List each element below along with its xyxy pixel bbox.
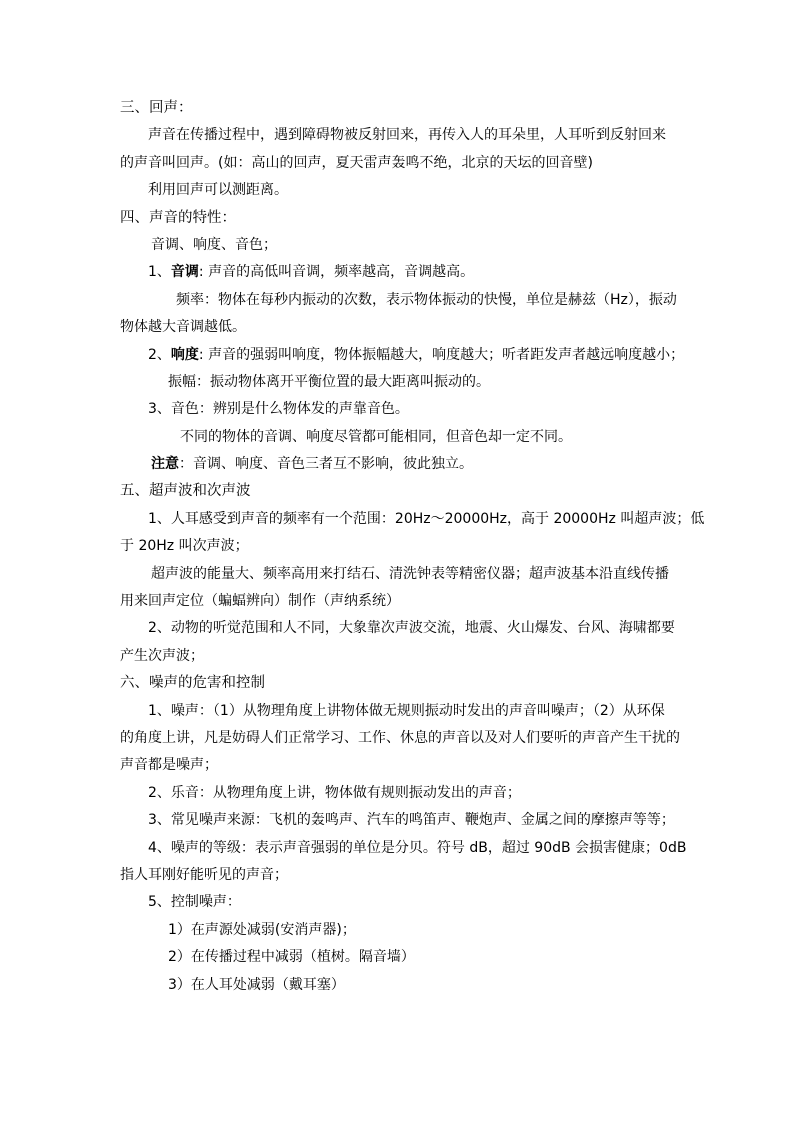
pitch-num: 1、 (148, 264, 171, 281)
section-3-para-2: 利用回声可以测距离。 (148, 182, 288, 199)
section-5-para-1-line-2: 于 20Hz 叫次声波； (120, 538, 249, 555)
section-5-para-2-line-1: 超声波的能量大、频率高用来打结石、清洗钟表等精密仪器；超声波基本沿直线传播 (151, 565, 669, 582)
pitch-label: 音调 (170, 264, 199, 281)
loudness-text: : 声音的强弱叫响度，物体振幅越大，响度越大；听者距发声者越远响度越小； (198, 346, 685, 363)
section-6-para-4-line-2: 指人耳刚好能听见的声音； (120, 866, 288, 883)
section-6-para-1-line-3: 声音都是噪声； (120, 757, 218, 774)
frequency-line-1: 频率：物体在每秒内振动的次数，表示物体振动的快慢，单位是赫兹（Hz），振动 (176, 291, 677, 308)
section-5-title: 五、超声波和次声波 (120, 483, 251, 500)
loudness-line (120, 342, 685, 369)
document-page (120, 95, 705, 999)
section-3-para-1-line-2: 的声音叫回声。(如：高山的回声，夏天雷声轰鸣不绝，北京的天坛的回音壁) (120, 154, 593, 171)
timbre-note: 不同的物体的音调、响度尽管都可能相同，但音色却一定不同。 (180, 428, 572, 445)
section-6-para-5: 5、控制噪声： (148, 894, 241, 911)
pitch-text: : 声音的高低叫音调，频率越高，音调越高。 (198, 264, 475, 281)
pitch-line (120, 259, 680, 286)
section-6-para-1-line-1: 1、噪声：（1）从物理角度上讲物体做无规则振动时发出的声音叫噪声；（2）从环保 (148, 702, 665, 719)
section-6-title: 六、噪声的危害和控制 (120, 675, 265, 692)
section-4-intro: 音调、响度、音色； (151, 236, 277, 253)
section-3-para-1-line-1: 声音在传播过程中，遇到障碍物被反射回来，再传入人的耳朵里，人耳听到反射回来 (148, 127, 666, 144)
note-text: ：音调、响度、音色三者互不影响，彼此独立。 (179, 456, 473, 473)
frequency-line-2: 物体越大音调越低。 (120, 319, 246, 336)
section-6-para-1-line-2: 的角度上讲，凡是妨碍人们正常学习、工作、休息的声音以及对人们要听的声音产生干扰的 (120, 729, 680, 746)
loudness-num: 2、 (148, 346, 171, 363)
section-5-para-3-line-2: 产生次声波； (120, 647, 204, 664)
control-item-1: 1）在声源处减弱(安消声器)； (168, 921, 356, 938)
timbre-line: 3、音色：辨别是什么物体发的声靠音色。 (148, 401, 409, 418)
section-5-para-1-line-1: 1、人耳感受到声音的频率有一个范围：20Hz～20000Hz，高于 20000Hz 叫超声波；低 (148, 510, 705, 527)
section-6-para-4-line-1: 4、噪声的等级：表示声音强弱的单位是分贝。符号 dB，超过 90dB 会损害健康；0dB (148, 839, 687, 856)
section-6-para-3: 3、常见噪声来源：飞机的轰鸣声、汽车的鸣笛声、鞭炮声、金属之间的摩擦声等等； (148, 812, 675, 829)
note-label: 注意 (151, 456, 179, 473)
control-item-2: 2）在传播过程中减弱（植树。隔音墙） (168, 949, 415, 966)
section-5-para-3-line-1: 2、动物的听觉范围和人不同，大象靠次声波交流，地震、火山爆发、台风、海啸都要 (148, 620, 675, 637)
section-4-title: 四、声音的特性： (120, 209, 236, 226)
section-5-para-2-line-2: 用来回声定位（蝙蝠辨向）制作（声纳系统） (120, 593, 400, 610)
amplitude-line: 振幅：振动物体离开平衡位置的最大距离叫振动的。 (168, 373, 490, 390)
section-3-title: 三、回声： (120, 100, 193, 116)
loudness-label: 响度 (170, 346, 199, 363)
note-line (120, 451, 680, 478)
control-item-3: 3）在人耳处减弱（戴耳塞） (168, 976, 345, 993)
section-6-para-2: 2、乐音：从物理角度上讲，物体做有规则振动发出的声音； (148, 784, 521, 801)
